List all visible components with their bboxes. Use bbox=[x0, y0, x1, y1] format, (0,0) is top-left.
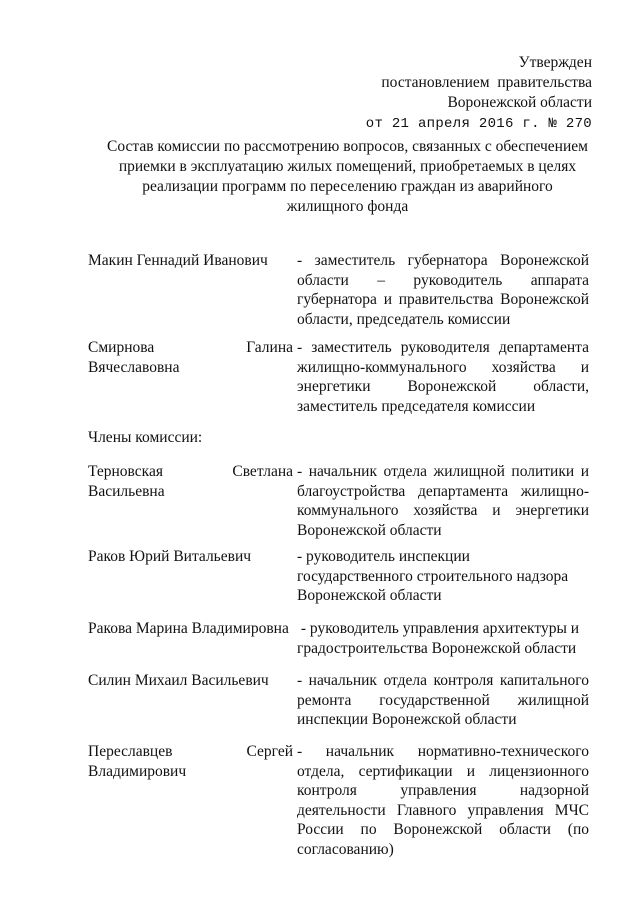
person-name bbox=[88, 462, 293, 502]
person-role: - руководитель управления архитектуры и градостроительства Воронежской области bbox=[297, 620, 583, 657]
person-role: - заместитель губернатора Воронежской области – руководитель аппарата губернатора и правительства Воронежской области, председатель комиссии bbox=[297, 252, 589, 328]
person-name: Раков Юрий Витальевич bbox=[88, 548, 252, 565]
approval-date-stamp: от 21 апреля 2016 г. № 270 bbox=[365, 116, 592, 132]
approval-line-2: постановлением правительства bbox=[381, 74, 592, 91]
person-name bbox=[88, 338, 293, 378]
person-name: Силин Михаил Васильевич bbox=[88, 672, 269, 689]
person-role: - заместитель руководителя департамента жилищно-коммунального хозяйства и энергетики Воронежской области, заместитель председателя комиссии bbox=[297, 339, 589, 415]
person-name: Ракова Марина Владимировна bbox=[88, 620, 289, 637]
person-name-line-2: Вячеславовна bbox=[88, 359, 180, 376]
document-title: Состав комиссии по рассмотрению вопросов, связанных с обеспечением приемки в эксплуатацию жилых помещений, приобретаемых в целях реализации программ по переселению граждан из аварийного жилищного фонда bbox=[107, 138, 588, 215]
person-name-line-1: Переславцев Сергей bbox=[88, 743, 293, 760]
approval-block bbox=[366, 53, 592, 134]
members-heading: Члены комиссии: bbox=[88, 429, 203, 446]
person-name-line-2: Васильевна bbox=[88, 483, 165, 500]
person-role: - начальник нормативно-технического отдела, сертификации и лицензионного контроля управления надзорной деятельности Главного управления МЧС России по Воронежской области (по согласованию) bbox=[297, 743, 589, 858]
person-name-line-1: Терновская Светлана bbox=[88, 463, 293, 480]
person-role: - начальник отдела жилищной политики и благоустройства департамента жилищно-коммунального хозяйства и энергетики Воронежской области bbox=[297, 463, 589, 539]
person-role: - начальник отдела контроля капитального ремонта государственной жилищной инспекции Воронежской области bbox=[297, 672, 589, 728]
person-name: Макин Геннадий Иванович bbox=[88, 252, 268, 269]
person-name-line-2: Владимирович bbox=[88, 763, 187, 780]
approval-line-1: Утвержден bbox=[518, 54, 592, 71]
approval-line-3: Воронежской области bbox=[447, 94, 592, 111]
person-role: - руководитель инспекции государственного строительного надзора Воронежской области bbox=[297, 548, 569, 604]
person-name-line-1: Смирнова Галина bbox=[88, 339, 293, 356]
person-name bbox=[88, 742, 293, 782]
